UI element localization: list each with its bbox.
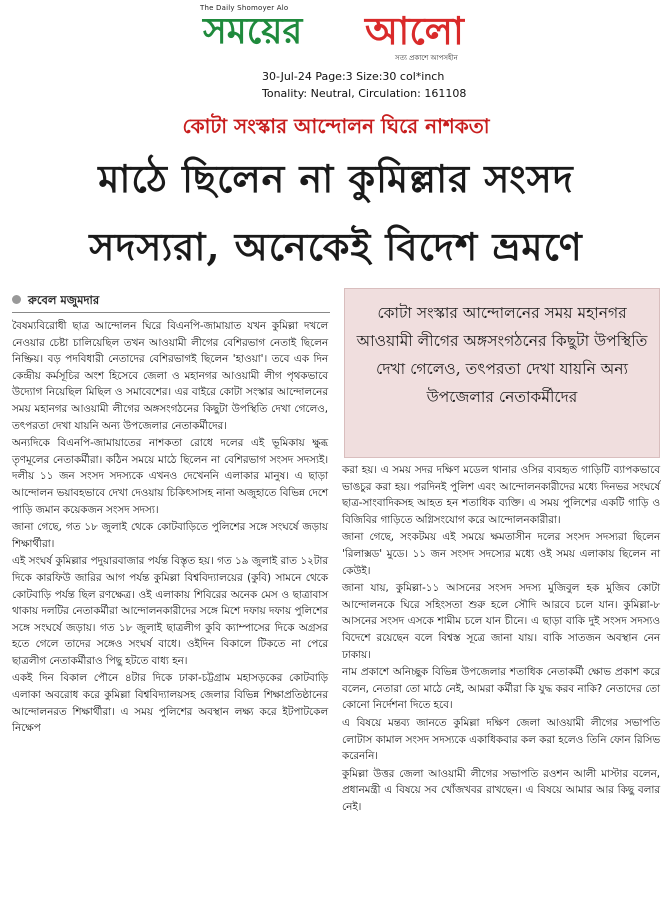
article-column-left — [12, 318, 328, 738]
newspaper-logo — [175, 8, 475, 54]
article-paragraph: এ বিষয়ে মন্তব্য জানতে কুমিল্লা দক্ষিণ জেলা আওয়ামী লীগের সভাপতি লোটাস কামাল সংসদ সদস্যকে একাধিকবার কল করা হলেও তিনি ফোন রিসিভ করেননি। — [342, 716, 660, 763]
article-paragraph: জানা যায়, কুমিল্লা-১১ আসনের সংসদ সদস্য মুজিবুল হক মুজিব কোটা আন্দোলনকে ঘিরে সহিংসতা শুরু হলে সৌদি আরবে চলে যান। কুমিল্লা-৮ আসনের সংসদ এসকে শামীম চলে যান চীনে। এ ছাড়া বাকি দুই সংসদ সদস্যও বিদেশে রয়েছেন বলে বিশ্বস্ত সূত্রে জানা যায়। বাকি সাতজন অবস্থান নেন ঢাকায়। — [342, 582, 660, 661]
article-paragraph: করা হয়। এ সময় সদর দক্ষিণ মডেল থানার ওসির ব্যবহৃত গাড়িটি ব্যাপকভাবে ভাঙচুর করা হয়। পরদিনই পুলিশ এবং আন্দোলনকারীদের মধ্যে দিনভর সংঘর্ষে ছাত্র-সাংবাদিকসহ আহত হন শতাধিক ব্যক্তি। এ সময় পুলিশের একটি গাড়ি ও বিজিবির গাড়িতে অগ্নিসংযোগ করে আন্দোলনকারীরা। — [342, 464, 660, 526]
pull-quote-box — [344, 288, 660, 458]
masthead-tagline: The Daily Shomoyer Alo — [200, 4, 289, 12]
byline-bullet-icon — [12, 295, 21, 304]
headline-line-1: মাঠে ছিলেন না কুমিল্লার সংসদ — [98, 156, 574, 201]
meta-date-page-size: 30-Jul-24 Page:3 Size:30 col*inch — [262, 70, 445, 83]
article-column-right — [342, 462, 660, 816]
pull-quote-text: কোটা সংস্কার আন্দোলনের সময় মহানগর আওয়ামী লীগের অঙ্গসংগঠনের কিছুটা উপস্থিতি দেখা গেলেও, তৎপরতা দেখা যায়নি অন্য উপজেলার নেতাকর্মীদের — [356, 304, 648, 406]
meta-tonality-circulation: Tonality: Neutral, Circulation: 161108 — [262, 87, 467, 100]
article-paragraph: নাম প্রকাশে অনিচ্ছুক বিভিন্ন উপজেলার শতাধিক নেতাকর্মী ক্ষোভ প্রকাশ করে বলেন, নেতারা তো মাঠে নেই, আমরা কর্মীরা কি যুদ্ধ করব নাকি? নেতাদের তো কোনো নির্দেশনা দিতে হবে। — [342, 666, 660, 712]
article-paragraph: জানা গেছে, গত ১৮ জুলাই থেকে কোটবাড়িতে পুলিশের সঙ্গে সংঘর্ষে জড়ায় শিক্ষার্থীরা। — [12, 521, 328, 550]
byline: রুবেল মজুমদার — [28, 293, 100, 307]
article-paragraph: একই দিন বিকাল পৌনে ৪টার দিকে ঢাকা-চট্টগ্রাম মহাসড়কের কোটবাড়ি এলাকা অবরোধ করে কুমিল্লা বিশ্ববিদ্যালয়সহ জেলার বিভিন্ন শিক্ষাপ্রতিষ্ঠানের আন্দোলনরত শিক্ষার্থীরা। এ সময় পুলিশের অবস্থান লক্ষ্য করে ইটপাটকেল নিক্ষেপ — [12, 672, 328, 735]
article-kicker: কোটা সংস্কার আন্দোলন ঘিরে নাশকতা — [182, 114, 490, 138]
article-paragraph: বৈষম্যবিরোধী ছাত্র আন্দোলন ঘিরে বিএনপি-জামায়াত যখন কুমিল্লা দখলে নেওয়ার চেষ্টা চালিয়েছিল তখন আওয়ামী লীগের বেশিরভাগ নেতাই ছিলেন নিষ্ক্রিয়। বড় পদবিধারী নেতাদের বেশিরভাগই ছিলেন 'হাওয়া'। তবে এক দিন কেন্দ্রীয় কর্মসূচির অংশ হিসেবে জেলা ও মহানগর আওয়ামী লীগ পৃথকভাবে উদ্যোগ নিয়েছিল মিছিল ও সমাবেশের। এর বাইরে কোটা সংস্কার আন্দোলনের সময় মহানগর আওয়ামী লীগের অঙ্গসংগঠনের কিছুটা উপস্থিতি দেখা গেলেও, তৎপরতা দেখা যায়নি অন্য উপজেলার নেতাকর্মীদের। — [12, 320, 328, 432]
masthead-slogan: সত্য প্রকাশে আপসহীন — [395, 54, 458, 62]
logo-title-left: সময়ের — [203, 10, 303, 52]
article-paragraph: অন্যদিকে বিএনপি-জামায়াতের নাশকতা রোধে দলের এই ভূমিকায় ক্ষুব্ধ তৃণমূলের নেতাকর্মীরা। কঠিন সময়ে মাঠে ছিলেন না বেশিরভাগ সংসদ সদস্যই। দলীয় ১১ জন সংসদ সদস্যকে এখনও দেখেননি এলাকার মানুষ। এ ছাড়া আন্দোলন ভয়াবহভাবে দেখা দেওয়ায় চিকিৎসাসহ নানা অজুহাতে বিভিন্ন দেশে পাড়ি জমান কয়েকজন সংসদ সদস্য। — [12, 437, 328, 516]
article-paragraph: এই সংঘর্ষ কুমিল্লার পদুয়ারবাজার পর্যন্ত বিস্তৃত হয়। গত ১৯ জুলাই রাত ১২টার দিকে কারফিউ জারির আগ পর্যন্ত কুমিল্লা বিশ্ববিদ্যালয়ের (কুবি) সামনে থেকে কোটবাড়ি পর্যন্ত ছিল রণক্ষেত্র। ওই এলাকায় শিবিরের অনেক মেস ও ছাত্রাবাস থাকায় দলটির নেতাকর্মীরা আন্দোলনকারীদের সঙ্গে মিশে দফায় দফায় পুলিশের সঙ্গে সংঘর্ষে জড়ায়। গত ১৮ জুলাই ছাত্রলীগ কুবি ক্যাম্পাসের দিকে অগ্রসর হতে গেলে তাদের সঙ্গেও সংঘর্ষ বাধে। ওইদিন বিকালে টিকতে না পেরে ছাত্রলীগ নেতাকর্মীরাও পিছু হটতে বাধ্য হন। — [12, 555, 328, 667]
clipping-meta — [262, 68, 466, 102]
article-paragraph: কুমিল্লা উত্তর জেলা আওয়ামী লীগের সভাপতি রওশন আলী মাস্টার বলেন, প্রধানমন্ত্রী এ বিষয়ে সব খোঁজখবর রাখছেন। এ বিষয়ে আমার আর কিছু বলার নেই। — [342, 767, 660, 813]
byline-divider — [12, 312, 330, 313]
logo-title-right: আলো — [365, 8, 464, 53]
article-paragraph: জানা গেছে, সংকটময় এই সময়ে ক্ষমতাসীন দলের সংসদ সদস্যরা ছিলেন 'রিলাক্সড' মুডে। ১১ জন সংসদ সদস্যের মধ্যে ওই সময় এলাকায় ছিলেন না কেউই। — [342, 531, 660, 577]
headline-line-2: সদস্যরা, অনেকেই বিদেশ ভ্রমণে — [89, 224, 583, 269]
